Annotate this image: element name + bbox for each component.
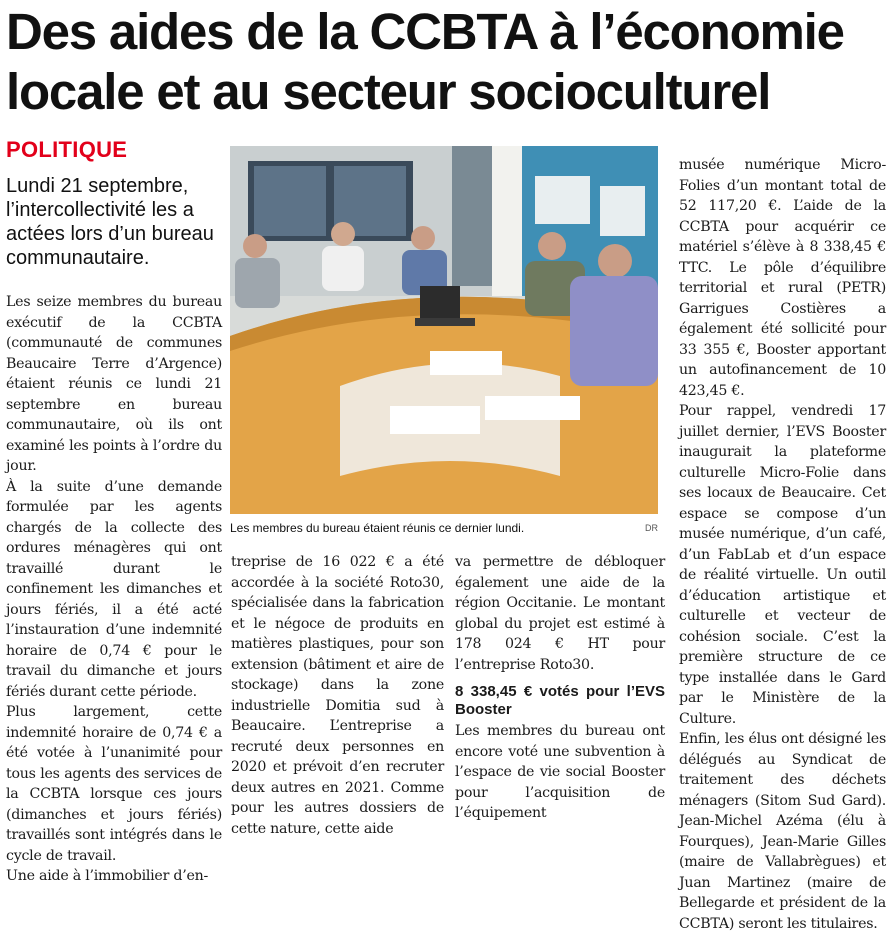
headline [6,2,891,122]
column-1 [6,292,222,887]
headline-line-2: locale et au secteur socioculturel [6,63,771,120]
paragraph: treprise de 16 022 € a été accordée à la société Roto30, spécialisée dans la fabrication et le négoce de produits en matières plastiques, pour son extension (bâtiment et aire de stockage) dans la zone industrielle Domitia sud à Beaucaire. L’entreprise a recruté deux personnes en 2020 et prévoit d’en recruter deux autres en 2021. Comme pour les autres dossiers de cette nature, cette aide [231,554,444,837]
lede: Lundi 21 septembre, l’intercollectivité les a actées lors d’un bureau communautaire. [6,175,214,269]
photo-caption [230,521,658,535]
photo-caption-text: Les membres du bureau étaient réunis ce dernier lundi. [230,521,525,535]
paragraph: À la suite d’une demande formulée par les agents chargés de la collecte des ordures ménagères qui ont travaillé durant le confinement les dimanches et jours fériés, il a été acté l’instauration d’une indemnité horaire de 0,74 € pour le travail du dimanche et jours fériés durant cette période. [6,478,222,700]
paragraph: va permettre de débloquer également une aide de la région Occitanie. Le montant global du projet est estimé à 178 024 € HT pour l’entreprise Roto30. [455,554,665,673]
meeting-photo [230,146,658,514]
headline-line-1: Des aides de la CCBTA à l’économie [6,3,844,60]
paragraph: Enfin, les élus ont désigné les délégués au Syndicat de traitement des déchets ménagers (Sitom Sud Gard). Jean-Michel Azéma (élu à Fourques), Jean-Marie Gilles (maire de Vallabrègues) et Juan Martinez (maire de Bellegarde et président de la CCBTA) seront les titulaires. [679,731,886,932]
photo-credit: DR [645,523,658,533]
section-kicker: POLITIQUE [6,137,128,162]
meeting-photo-illustration [230,146,658,514]
column-4 [679,155,886,934]
paragraph: Une aide à l’immobilier d’en- [6,868,209,884]
paragraph: Les membres du bureau ont encore voté une subvention à l’espace de vie social Booster pour l’acquisition de l’équipement [455,723,665,821]
column-3 [455,552,665,824]
paragraph: Les seize membres du bureau exécutif de la CCBTA (communauté de communes Beaucaire Terre d’Argence) étaient réunis ce lundi 21 septembre en bureau communautaire, où ils ont examiné les points à l’ordre du jour. [6,294,222,474]
paragraph: Plus largement, cette indemnité horaire de 0,74 € a été votée à l’unanimité pour tous les agents des services de la CCBTA lorsque ces jours (dimanches et jours fériés) travaillés sont intégrés dans le cycle de travail. [6,704,222,864]
paragraph: Pour rappel, vendredi 17 juillet dernier, l’EVS Booster inaugurait la plateforme culturelle Micro-Folie dans ses locaux de Beaucaire. Cet espace se compose d’un musée numérique, d’un café, d’un FabLab et d’un espace de réalité virtuelle. Un outil d’éducation artistique et culturelle et vecteur de cohésion sociale. C’est la première structure de ce type installée dans le Gard par le Ministère de la Culture. [679,403,886,727]
column-2 [231,552,444,839]
paragraph: musée numérique Micro-Folies d’un montant total de 52 117,20 €. L’aide de la CCBTA pour acquérir ce matériel s’élève à 8 338,45 € TTC. Le pôle d’équilibre territorial et rural (PETR) Garrigues Costières a également été sollicité pour 33 355 €, Booster apportant un autofinancement de 10 423,45 €. [679,157,886,399]
subheading: 8 338,45 € votés pour l’EVS Booster [455,683,665,718]
